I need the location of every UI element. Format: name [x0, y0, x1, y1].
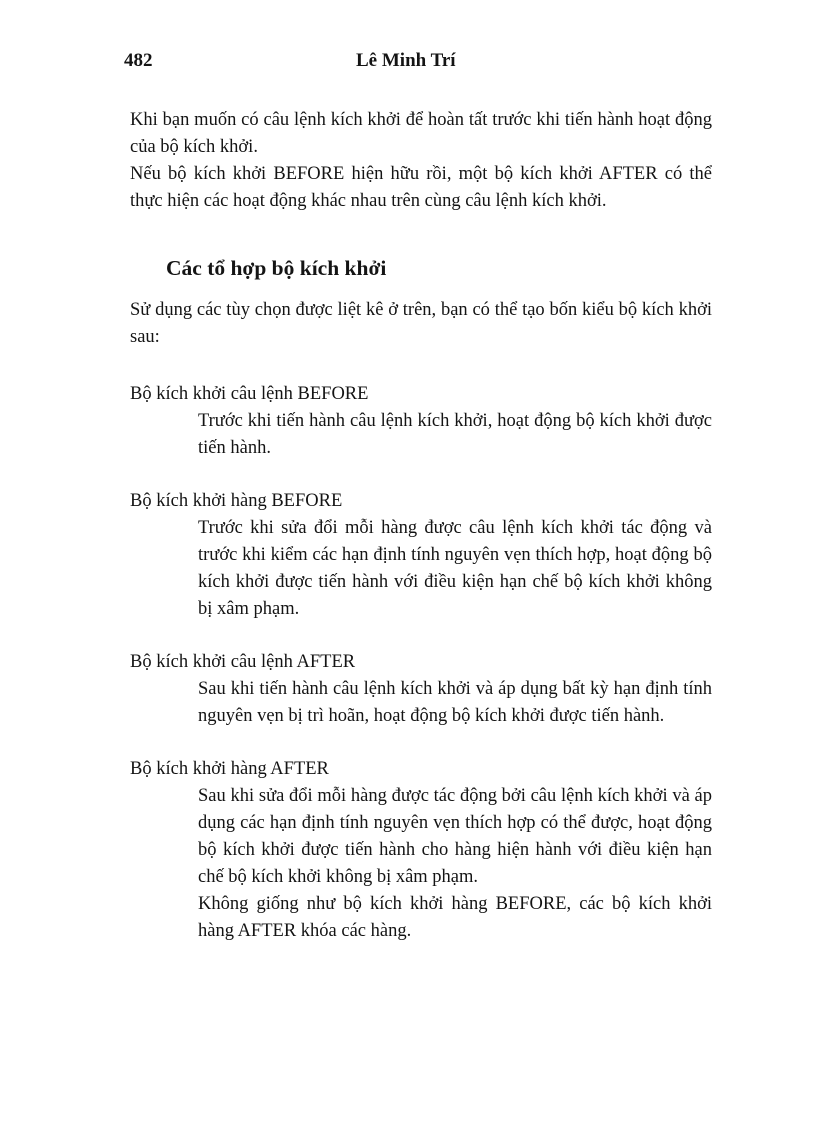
term-title: Bộ kích khởi câu lệnh BEFORE	[130, 384, 369, 404]
term-description: Sau khi sửa đổi mỗi hàng được tác động bởi câu lệnh kích khởi và áp dụng các hạn định tính nguyên vẹn thích hợp có thể được, hoạt động bộ kích khởi được tiến hành cho hàng hiện hành với điều kiện hạn chế bộ kích khởi không bị xâm phạm.	[198, 786, 712, 887]
term-before-statement	[130, 381, 712, 462]
term-description: Trước khi tiến hành câu lệnh kích khởi, hoạt động bộ kích khởi được tiến hành.	[198, 411, 712, 458]
intro-paragraph: Khi bạn muốn có câu lệnh kích khởi để hoàn tất trước khi tiến hành hoạt động của bộ kích khởi.	[130, 110, 712, 157]
term-description: Sau khi tiến hành câu lệnh kích khởi và áp dụng bất kỳ hạn định tính nguyên vẹn bị trì hoãn, hoạt động bộ kích khởi được tiến hành.	[198, 679, 712, 726]
page-number: 482	[124, 50, 153, 71]
term-description-note: Không giống như bộ kích khởi hàng BEFORE, các bộ kích khởi hàng AFTER khóa các hàng.	[198, 894, 712, 941]
section-heading: Các tổ hợp bộ kích khởi	[166, 256, 387, 280]
term-title: Bộ kích khởi câu lệnh AFTER	[130, 652, 356, 672]
section-intro: Sử dụng các tùy chọn được liệt kê ở trên, bạn có thể tạo bốn kiểu bộ kích khởi sau:	[130, 300, 712, 347]
term-title: Bộ kích khởi hàng BEFORE	[130, 491, 343, 511]
term-before-row	[130, 488, 712, 623]
term-description: Trước khi sửa đổi mỗi hàng được câu lệnh kích khởi tác động và trước khi kiểm các hạn định tính nguyên vẹn thích hợp, hoạt động bộ kích khởi được tiến hành với điều kiện hạn chế bộ kích khởi không bị xâm phạm.	[198, 518, 712, 619]
page-header	[124, 50, 714, 78]
term-after-statement	[130, 649, 712, 730]
page-body	[130, 107, 712, 945]
intro-paragraph: Nếu bộ kích khởi BEFORE hiện hữu rồi, một bộ kích khởi AFTER có thể thực hiện các hoạt động khác nhau trên cùng câu lệnh kích khởi.	[130, 164, 712, 211]
running-title: Lê Minh Trí	[356, 50, 456, 71]
term-after-row	[130, 756, 712, 945]
term-title: Bộ kích khởi hàng AFTER	[130, 759, 329, 779]
